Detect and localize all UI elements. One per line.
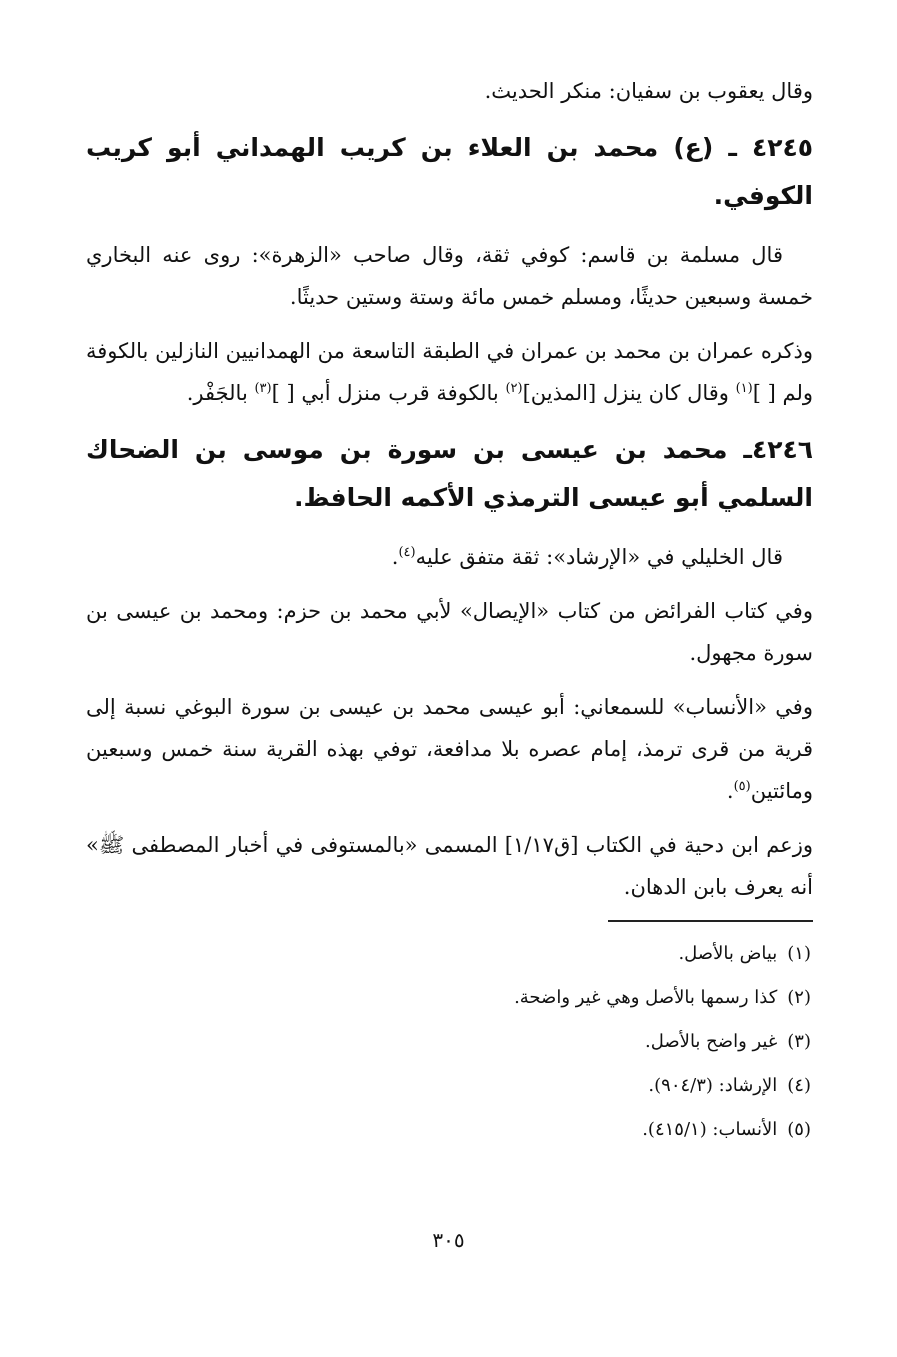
page-number: ٣٠٥ [432,1228,465,1252]
entry-heading-4245: ٤٢٤٥ ـ (ع) محمد بن العلاء بن كريب الهمداني أبو كريب الكوفي. [86,133,813,210]
footnote-text: الإرشاد: (٩٠٤/٣). [648,1075,778,1096]
footnote-number: (٣) [787,1031,811,1052]
footnote-number: (٥) [787,1119,811,1140]
footnote-item [86,1066,813,1106]
footnote-text: الأنساب: (٤١٥/١). [642,1119,778,1140]
text-segment: وذكره عمران بن محمد بن عمران في الطبقة التاسعة من الهمدانيين النازلين بالكوفة ولم [ ] [86,339,813,405]
footnote-item [86,978,813,1018]
footnote-ref-2: (٢) [505,381,523,396]
footnote-item [86,934,813,974]
text-segment: . [726,779,734,803]
paragraph-ibn-sufyan: وقال يعقوب بن سفيان: منكر الحديث. [484,79,813,103]
footnotes-list [86,934,813,1150]
paragraph-khalili [86,536,813,578]
footnote-ref-4: (٤) [398,545,416,560]
text-segment: وقال كان ينزل [المذين] [522,381,736,405]
text-segment: بالجَفْر. [186,381,255,405]
paragraph-imran [86,330,813,414]
paragraph-ibn-dihya: وزعم ابن دحية في الكتاب [ق١/١٧] المسمى «بالمستوفى في أخبار المصطفى ﷺ» أنه يعرف بابن الدهان. [86,833,813,899]
footnote-number: (٤) [787,1075,811,1096]
page-body [86,70,813,1154]
paragraph-maslama: قال مسلمة بن قاسم: كوفي ثقة، وقال صاحب «الزهرة»: روى عنه البخاري خمسة وسبعين حديثًا، ومسلم خمس مائة وستة وستين حديثًا. [86,243,813,309]
footnote-ref-1: (١) [735,381,753,396]
text-segment: قال الخليلي في «الإرشاد»: ثقة متفق عليه [415,545,783,569]
paragraph-samani [86,686,813,812]
footnote-number: (١) [787,943,811,964]
paragraph-ibn-hazm: وفي كتاب الفرائض من كتاب «الإيصال» لأبي محمد بن حزم: ومحمد بن عيسى بن سورة مجهول. [86,599,813,665]
text-segment: بالكوفة قرب منزل أبي [ ] [271,381,506,405]
footnote-item [86,1022,813,1062]
text-segment: وفي «الأنساب» للسمعاني: أبو عيسى محمد بن عيسى بن سورة البوغي نسبة إلى قرية من قرى ترمذ، إمام عصره بلا مدافعة، توفي بهذه القرية سنة خمس وسبعين ومائتين [86,695,813,803]
footnote-number: (٢) [787,987,811,1008]
footnote-ref-3: (٣) [254,381,272,396]
text-segment: . [391,545,399,569]
footnote-text: كذا رسمها بالأصل وهي غير واضحة. [514,987,778,1008]
footnote-item [86,1110,813,1150]
footnote-text: بياض بالأصل. [678,943,778,964]
footnote-ref-5: (٥) [733,779,751,794]
entry-heading-4246: ٤٢٤٦ـ محمد بن عيسى بن سورة بن موسى بن الضحاك السلمي أبو عيسى الترمذي الأكمه الحافظ. [86,435,813,512]
footnote-text: غير واضح بالأصل. [645,1031,778,1052]
footnote-divider [608,920,813,922]
